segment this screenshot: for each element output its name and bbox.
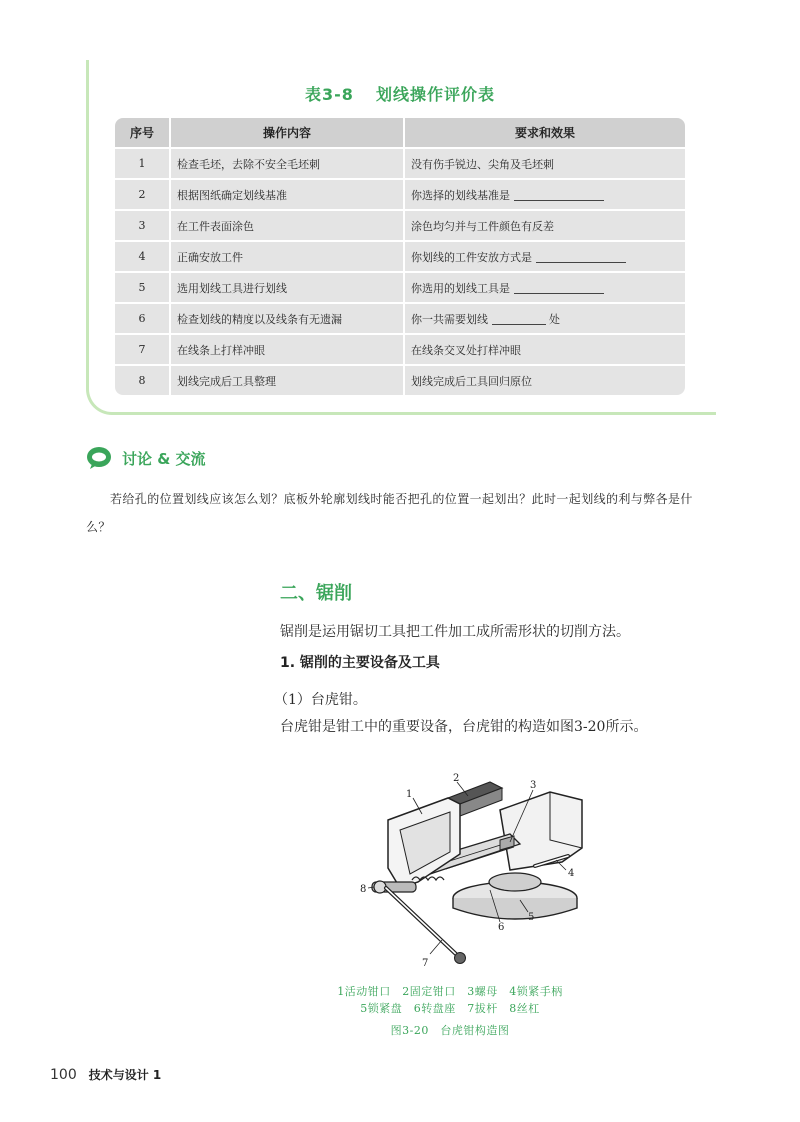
fill-blank <box>536 251 626 263</box>
fig-label-6: 6 <box>498 922 505 933</box>
row-requirement <box>403 180 685 209</box>
row-operation: 在线条上打样冲眼 <box>169 335 403 364</box>
row-requirement: 划线完成后工具回归原位 <box>403 366 685 395</box>
page-number: 100 <box>50 1067 77 1083</box>
row-no: 3 <box>115 211 169 240</box>
requirement-suffix: 处 <box>549 312 560 326</box>
row-operation: 检查毛坯，去除不安全毛坯刺 <box>169 149 403 178</box>
table-row <box>115 273 685 302</box>
requirement-text: 你划线的工件安放方式是 <box>411 250 532 264</box>
fig-label-3: 3 <box>530 780 537 791</box>
discussion-title: 讨论 & 交流 <box>122 449 206 468</box>
row-requirement <box>403 304 685 333</box>
header-no: 序号 <box>115 118 169 147</box>
table-caption <box>0 82 800 105</box>
fig-label-2: 2 <box>453 773 460 784</box>
section-title: 二、锯削 <box>280 583 352 604</box>
row-operation: 根据图纸确定划线基准 <box>169 180 403 209</box>
table-header-row <box>115 118 685 147</box>
table-row <box>115 211 685 240</box>
table-row <box>115 366 685 395</box>
subsection-title: 1. 锯削的主要设备及工具 <box>280 655 440 671</box>
table-number: 表3-8 <box>305 85 354 104</box>
header-operation: 操作内容 <box>169 118 403 147</box>
row-no: 5 <box>115 273 169 302</box>
row-requirement <box>403 273 685 302</box>
item-text: 台虎钳是钳工中的重要设备，台虎钳的构造如图3-20所示。 <box>280 719 648 735</box>
fig-label-7: 7 <box>422 958 429 969</box>
fill-blank <box>514 282 604 294</box>
row-operation: 检查划线的精度以及线条有无遗漏 <box>169 304 403 333</box>
row-requirement <box>403 242 685 271</box>
fig-label-5: 5 <box>528 912 535 923</box>
table-title: 划线操作评价表 <box>375 85 495 104</box>
section-intro: 锯削是运用锯切工具把工件加工成所需形状的切削方法。 <box>280 624 630 640</box>
table-row <box>115 149 685 178</box>
requirement-text: 你一共需要划线 <box>411 312 488 326</box>
fill-blank <box>514 189 604 201</box>
figure-legend-line-1: 1活动钳口 2固定钳口 3螺母 4锁紧手柄 <box>337 985 563 998</box>
table-row <box>115 304 685 333</box>
row-operation: 划线完成后工具整理 <box>169 366 403 395</box>
bench-vise-figure <box>350 770 640 975</box>
fill-blank <box>492 313 546 325</box>
fig-label-4: 4 <box>568 868 575 879</box>
requirement-text: 你选用的划线工具是 <box>411 281 510 295</box>
header-requirement: 要求和效果 <box>403 118 685 147</box>
row-no: 7 <box>115 335 169 364</box>
row-no: 6 <box>115 304 169 333</box>
discussion-header <box>86 446 206 470</box>
item-heading: （1）台虎钳。 <box>274 692 367 708</box>
table-row <box>115 180 685 209</box>
row-no: 1 <box>115 149 169 178</box>
figure-caption: 图3-20 台虎钳构造图 <box>390 1024 510 1037</box>
row-operation: 选用划线工具进行划线 <box>169 273 403 302</box>
row-operation: 正确安放工件 <box>169 242 403 271</box>
figure-legend-line-2: 5锁紧盘 6转盘座 7拔杆 8丝杠 <box>360 1002 540 1015</box>
table-row <box>115 335 685 364</box>
row-no: 8 <box>115 366 169 395</box>
evaluation-table <box>115 116 685 397</box>
book-title: 技术与设计 1 <box>88 1068 162 1082</box>
row-requirement: 没有伤手锐边、尖角及毛坯刺 <box>403 149 685 178</box>
fig-label-8: 8 <box>360 884 367 895</box>
discussion-text: 若给孔的位置划线应该怎么划？底板外轮廓划线时能否把孔的位置一起划出？此时一起划线的利与弊各是什么？ <box>86 492 693 534</box>
row-requirement: 在线条交叉处打样冲眼 <box>403 335 685 364</box>
fig-label-1: 1 <box>406 789 413 800</box>
table-row <box>115 242 685 271</box>
requirement-text: 你选择的划线基准是 <box>411 188 510 202</box>
speech-bubble-icon <box>86 446 112 470</box>
row-operation: 在工件表面涂色 <box>169 211 403 240</box>
row-requirement: 涂色均匀并与工件颜色有反差 <box>403 211 685 240</box>
page-footer <box>50 1066 161 1083</box>
row-no: 2 <box>115 180 169 209</box>
row-no: 4 <box>115 242 169 271</box>
